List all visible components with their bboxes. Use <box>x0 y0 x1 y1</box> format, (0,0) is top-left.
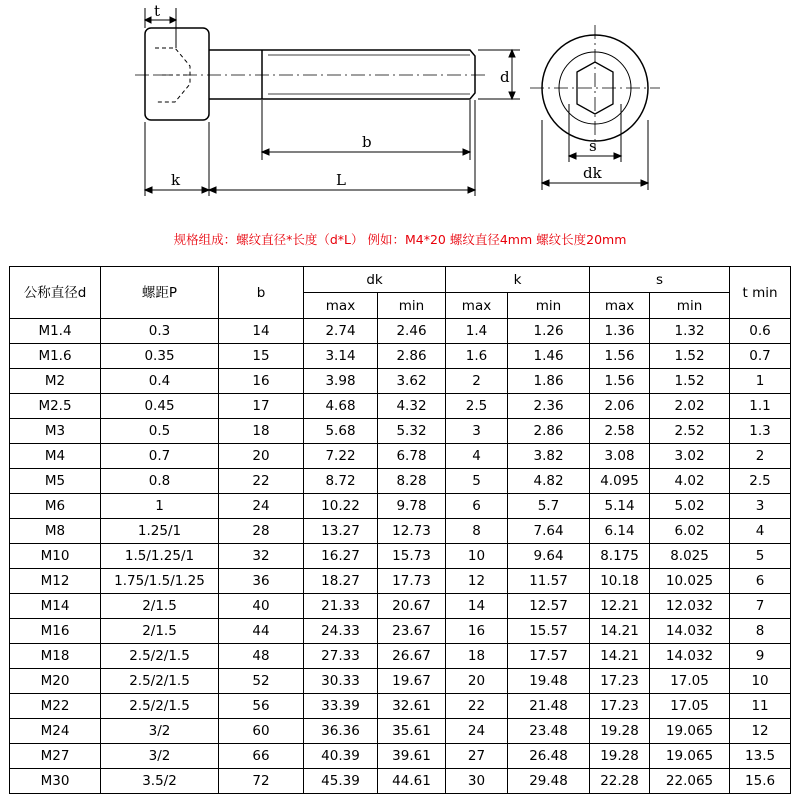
cell-dk-max: 24.33 <box>304 619 378 644</box>
cell-dk-max: 3.98 <box>304 369 378 394</box>
label-dk: dk <box>583 164 602 182</box>
cell-dk-min: 15.73 <box>378 544 446 569</box>
header-k: k <box>446 267 590 293</box>
cell-k-min: 1.46 <box>508 344 590 369</box>
header-dk-min: min <box>378 293 446 319</box>
cell-tmin: 1.3 <box>730 419 791 444</box>
cell-s-max: 4.095 <box>590 469 650 494</box>
spec-table <box>9 266 791 794</box>
cell-k-max: 16 <box>446 619 508 644</box>
cell-nominal: M12 <box>10 569 101 594</box>
cell-tmin: 6 <box>730 569 791 594</box>
cell-pitch: 2/1.5 <box>101 619 219 644</box>
cell-tmin: 13.5 <box>730 744 791 769</box>
cell-pitch: 3/2 <box>101 719 219 744</box>
table-row <box>10 344 791 369</box>
cell-k-min: 1.26 <box>508 319 590 344</box>
cell-k-min: 15.57 <box>508 619 590 644</box>
spec-table-body <box>10 267 791 794</box>
cell-tmin: 1 <box>730 369 791 394</box>
header-dk-max: max <box>304 293 378 319</box>
header-k-min: min <box>508 293 590 319</box>
cell-dk-min: 9.78 <box>378 494 446 519</box>
cell-dk-max: 3.14 <box>304 344 378 369</box>
cell-s-min: 2.02 <box>650 394 730 419</box>
cell-pitch: 1.5/1.25/1 <box>101 544 219 569</box>
cell-pitch: 0.5 <box>101 419 219 444</box>
cell-k-min: 2.36 <box>508 394 590 419</box>
cell-pitch: 2/1.5 <box>101 594 219 619</box>
cell-dk-max: 18.27 <box>304 569 378 594</box>
cell-b: 44 <box>219 619 304 644</box>
cell-k-max: 27 <box>446 744 508 769</box>
cell-s-max: 1.56 <box>590 344 650 369</box>
cell-nominal: M24 <box>10 719 101 744</box>
cell-b: 24 <box>219 494 304 519</box>
cell-s-max: 14.21 <box>590 644 650 669</box>
cell-nominal: M1.4 <box>10 319 101 344</box>
header-dk: dk <box>304 267 446 293</box>
cell-k-min: 29.48 <box>508 769 590 794</box>
cell-pitch: 0.35 <box>101 344 219 369</box>
cell-pitch: 0.45 <box>101 394 219 419</box>
cell-pitch: 2.5/2/1.5 <box>101 669 219 694</box>
label-d: d <box>500 68 510 86</box>
header-k-max: max <box>446 293 508 319</box>
table-row <box>10 694 791 719</box>
cell-dk-max: 4.68 <box>304 394 378 419</box>
cell-k-min: 26.48 <box>508 744 590 769</box>
cell-dk-max: 30.33 <box>304 669 378 694</box>
cell-s-min: 14.032 <box>650 644 730 669</box>
table-row <box>10 419 791 444</box>
header-row-1 <box>10 267 791 293</box>
table-row <box>10 444 791 469</box>
cell-nominal: M18 <box>10 644 101 669</box>
cell-k-min: 2.86 <box>508 419 590 444</box>
header-s-max: max <box>590 293 650 319</box>
cell-dk-max: 40.39 <box>304 744 378 769</box>
cell-pitch: 3.5/2 <box>101 769 219 794</box>
cell-nominal: M16 <box>10 619 101 644</box>
cell-dk-min: 32.61 <box>378 694 446 719</box>
cell-k-max: 10 <box>446 544 508 569</box>
cell-dk-max: 33.39 <box>304 694 378 719</box>
cell-b: 56 <box>219 694 304 719</box>
cell-k-min: 17.57 <box>508 644 590 669</box>
cell-k-max: 22 <box>446 694 508 719</box>
cell-s-max: 22.28 <box>590 769 650 794</box>
cell-dk-max: 10.22 <box>304 494 378 519</box>
label-b: b <box>362 133 372 151</box>
table-row <box>10 744 791 769</box>
spec-note: 规格组成：螺纹直径*长度（d*L） 例如：M4*20 螺纹直径4mm 螺纹长度20mm <box>173 232 627 247</box>
cell-nominal: M4 <box>10 444 101 469</box>
dim-d <box>478 50 520 99</box>
cell-b: 15 <box>219 344 304 369</box>
cell-dk-max: 16.27 <box>304 544 378 569</box>
cell-b: 20 <box>219 444 304 469</box>
cell-s-min: 6.02 <box>650 519 730 544</box>
cell-k-max: 5 <box>446 469 508 494</box>
cell-pitch: 1.75/1.5/1.25 <box>101 569 219 594</box>
cell-dk-max: 13.27 <box>304 519 378 544</box>
cell-k-max: 8 <box>446 519 508 544</box>
cell-dk-min: 12.73 <box>378 519 446 544</box>
cell-b: 32 <box>219 544 304 569</box>
cell-b: 60 <box>219 719 304 744</box>
cell-s-max: 10.18 <box>590 569 650 594</box>
cell-k-min: 7.64 <box>508 519 590 544</box>
cell-s-max: 17.23 <box>590 669 650 694</box>
cell-dk-min: 23.67 <box>378 619 446 644</box>
cell-s-max: 1.36 <box>590 319 650 344</box>
cell-k-max: 20 <box>446 669 508 694</box>
cell-k-max: 12 <box>446 569 508 594</box>
cell-s-min: 17.05 <box>650 669 730 694</box>
cell-b: 72 <box>219 769 304 794</box>
cell-s-max: 1.56 <box>590 369 650 394</box>
cell-dk-min: 6.78 <box>378 444 446 469</box>
cell-k-min: 11.57 <box>508 569 590 594</box>
cell-dk-max: 27.33 <box>304 644 378 669</box>
cell-s-min: 22.065 <box>650 769 730 794</box>
cell-dk-max: 36.36 <box>304 719 378 744</box>
bolt-drawing <box>0 0 800 215</box>
cell-dk-min: 2.86 <box>378 344 446 369</box>
cell-k-max: 30 <box>446 769 508 794</box>
cell-s-min: 17.05 <box>650 694 730 719</box>
cell-dk-min: 20.67 <box>378 594 446 619</box>
bolt-shank <box>209 50 475 99</box>
cell-nominal: M2 <box>10 369 101 394</box>
cell-k-min: 23.48 <box>508 719 590 744</box>
table-row <box>10 319 791 344</box>
table-row <box>10 494 791 519</box>
cell-b: 14 <box>219 319 304 344</box>
cell-tmin: 0.6 <box>730 319 791 344</box>
label-L: L <box>336 171 346 189</box>
cell-k-min: 1.86 <box>508 369 590 394</box>
cell-pitch: 0.7 <box>101 444 219 469</box>
cell-k-min: 21.48 <box>508 694 590 719</box>
cell-k-max: 24 <box>446 719 508 744</box>
cell-s-max: 19.28 <box>590 719 650 744</box>
cell-s-min: 12.032 <box>650 594 730 619</box>
cell-nominal: M20 <box>10 669 101 694</box>
label-k: k <box>171 171 181 189</box>
cell-nominal: M14 <box>10 594 101 619</box>
cell-s-min: 2.52 <box>650 419 730 444</box>
cell-k-max: 3 <box>446 419 508 444</box>
dim-b <box>262 100 470 160</box>
cell-dk-min: 3.62 <box>378 369 446 394</box>
dim-k-L <box>145 100 475 196</box>
cell-k-max: 4 <box>446 444 508 469</box>
table-row <box>10 569 791 594</box>
table-row <box>10 669 791 694</box>
cell-k-min: 4.82 <box>508 469 590 494</box>
cell-b: 28 <box>219 519 304 544</box>
header-tmin: t min <box>730 267 791 319</box>
label-t: t <box>154 2 161 20</box>
cell-k-min: 9.64 <box>508 544 590 569</box>
label-s: s <box>589 137 597 155</box>
table-row <box>10 469 791 494</box>
cell-pitch: 1.25/1 <box>101 519 219 544</box>
cell-s-min: 10.025 <box>650 569 730 594</box>
table-row <box>10 644 791 669</box>
cell-tmin: 2.5 <box>730 469 791 494</box>
cell-dk-min: 2.46 <box>378 319 446 344</box>
cell-dk-max: 5.68 <box>304 419 378 444</box>
bolt-end-view <box>530 25 660 150</box>
cell-b: 40 <box>219 594 304 619</box>
cell-pitch: 0.4 <box>101 369 219 394</box>
bolt-side-view <box>135 28 485 120</box>
cell-nominal: M3 <box>10 419 101 444</box>
cell-s-min: 5.02 <box>650 494 730 519</box>
cell-nominal: M5 <box>10 469 101 494</box>
cell-dk-min: 17.73 <box>378 569 446 594</box>
cell-k-max: 18 <box>446 644 508 669</box>
table-row <box>10 394 791 419</box>
table-row <box>10 369 791 394</box>
cell-b: 17 <box>219 394 304 419</box>
cell-tmin: 1.1 <box>730 394 791 419</box>
cell-dk-min: 4.32 <box>378 394 446 419</box>
cell-dk-min: 19.67 <box>378 669 446 694</box>
cell-s-min: 19.065 <box>650 744 730 769</box>
cell-s-max: 2.06 <box>590 394 650 419</box>
cell-b: 22 <box>219 469 304 494</box>
cell-dk-min: 44.61 <box>378 769 446 794</box>
cell-s-max: 8.175 <box>590 544 650 569</box>
cell-s-min: 1.52 <box>650 369 730 394</box>
cell-k-max: 2.5 <box>446 394 508 419</box>
cell-tmin: 4 <box>730 519 791 544</box>
cell-tmin: 0.7 <box>730 344 791 369</box>
cell-k-min: 12.57 <box>508 594 590 619</box>
cell-k-max: 2 <box>446 369 508 394</box>
cell-tmin: 10 <box>730 669 791 694</box>
cell-dk-min: 26.67 <box>378 644 446 669</box>
cell-dk-min: 39.61 <box>378 744 446 769</box>
table-row <box>10 594 791 619</box>
cell-pitch: 2.5/2/1.5 <box>101 694 219 719</box>
cell-b: 48 <box>219 644 304 669</box>
cell-k-max: 1.6 <box>446 344 508 369</box>
cell-pitch: 0.3 <box>101 319 219 344</box>
table-row <box>10 544 791 569</box>
cell-nominal: M10 <box>10 544 101 569</box>
cell-s-min: 3.02 <box>650 444 730 469</box>
cell-pitch: 1 <box>101 494 219 519</box>
cell-s-max: 6.14 <box>590 519 650 544</box>
cell-s-min: 4.02 <box>650 469 730 494</box>
header-b: b <box>219 267 304 319</box>
cell-nominal: M27 <box>10 744 101 769</box>
cell-tmin: 5 <box>730 544 791 569</box>
cell-b: 66 <box>219 744 304 769</box>
cell-tmin: 12 <box>730 719 791 744</box>
cell-nominal: M22 <box>10 694 101 719</box>
cell-b: 52 <box>219 669 304 694</box>
cell-s-max: 2.58 <box>590 419 650 444</box>
cell-pitch: 3/2 <box>101 744 219 769</box>
cell-pitch: 0.8 <box>101 469 219 494</box>
cell-nominal: M2.5 <box>10 394 101 419</box>
cell-nominal: M30 <box>10 769 101 794</box>
cell-k-max: 1.4 <box>446 319 508 344</box>
cell-tmin: 7 <box>730 594 791 619</box>
cell-dk-max: 7.22 <box>304 444 378 469</box>
cell-b: 18 <box>219 419 304 444</box>
cell-dk-max: 2.74 <box>304 319 378 344</box>
header-s: s <box>590 267 730 293</box>
cell-s-max: 3.08 <box>590 444 650 469</box>
cell-s-min: 8.025 <box>650 544 730 569</box>
bolt-head <box>145 28 209 120</box>
cell-tmin: 11 <box>730 694 791 719</box>
cell-tmin: 15.6 <box>730 769 791 794</box>
cell-b: 36 <box>219 569 304 594</box>
cell-s-max: 12.21 <box>590 594 650 619</box>
cell-s-max: 19.28 <box>590 744 650 769</box>
cell-k-min: 5.7 <box>508 494 590 519</box>
cell-k-max: 14 <box>446 594 508 619</box>
cell-dk-min: 35.61 <box>378 719 446 744</box>
header-s-min: min <box>650 293 730 319</box>
table-row <box>10 519 791 544</box>
cell-k-max: 6 <box>446 494 508 519</box>
cell-nominal: M1.6 <box>10 344 101 369</box>
cell-dk-min: 8.28 <box>378 469 446 494</box>
table-row <box>10 619 791 644</box>
cell-s-max: 17.23 <box>590 694 650 719</box>
cell-s-min: 14.032 <box>650 619 730 644</box>
cell-b: 16 <box>219 369 304 394</box>
cell-dk-max: 45.39 <box>304 769 378 794</box>
cell-tmin: 2 <box>730 444 791 469</box>
header-pitch: 螺距P <box>101 267 219 319</box>
cell-tmin: 3 <box>730 494 791 519</box>
cell-s-min: 1.52 <box>650 344 730 369</box>
cell-tmin: 9 <box>730 644 791 669</box>
header-nominal: 公称直径d <box>10 267 101 319</box>
cell-k-min: 3.82 <box>508 444 590 469</box>
cell-pitch: 2.5/2/1.5 <box>101 644 219 669</box>
cell-s-min: 1.32 <box>650 319 730 344</box>
cell-dk-max: 21.33 <box>304 594 378 619</box>
cell-k-min: 19.48 <box>508 669 590 694</box>
table-row <box>10 719 791 744</box>
table-row <box>10 769 791 794</box>
cell-s-max: 14.21 <box>590 619 650 644</box>
cell-s-max: 5.14 <box>590 494 650 519</box>
cell-s-min: 19.065 <box>650 719 730 744</box>
cell-dk-max: 8.72 <box>304 469 378 494</box>
cell-nominal: M6 <box>10 494 101 519</box>
cell-tmin: 8 <box>730 619 791 644</box>
cell-dk-min: 5.32 <box>378 419 446 444</box>
cell-nominal: M8 <box>10 519 101 544</box>
